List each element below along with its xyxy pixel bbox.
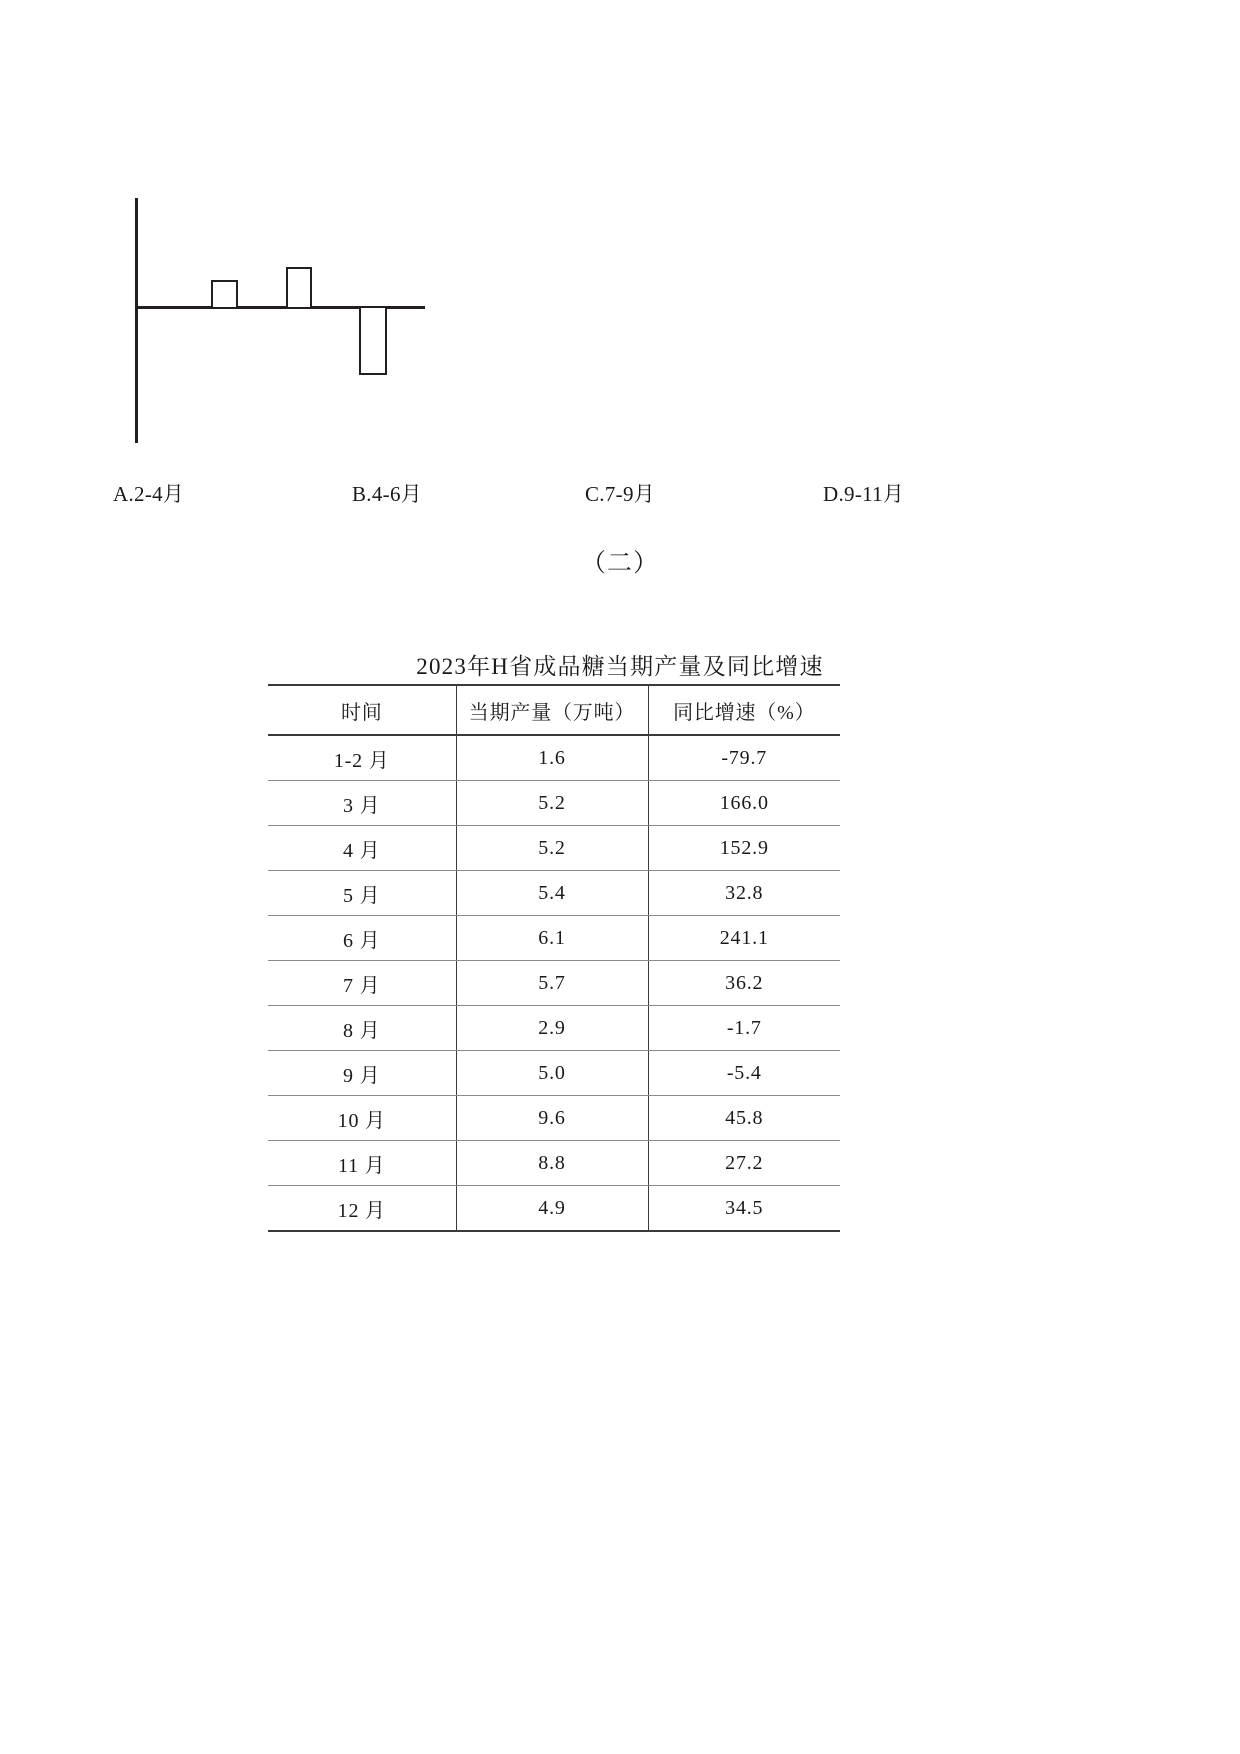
table-title: 2023年H省成品糖当期产量及同比增速	[416, 654, 824, 679]
cell-output: 9.6	[456, 1096, 648, 1141]
section-label: （二）	[580, 550, 659, 577]
cell-yoy: 241.1	[648, 916, 840, 961]
cell-yoy: -79.7	[648, 735, 840, 781]
cell-yoy: 152.9	[648, 826, 840, 871]
cell-yoy: 32.8	[648, 871, 840, 916]
cell-time: 6 月	[268, 916, 456, 961]
chart-plot-area	[135, 198, 425, 443]
cell-time: 10 月	[268, 1096, 456, 1141]
table-row	[268, 1051, 840, 1096]
cell-time: 5 月	[268, 871, 456, 916]
cell-yoy: 45.8	[648, 1096, 840, 1141]
cell-yoy: 34.5	[648, 1186, 840, 1232]
cell-output: 5.4	[456, 871, 648, 916]
cell-time: 8 月	[268, 1006, 456, 1051]
table-body	[268, 735, 840, 1231]
cell-output: 1.6	[456, 735, 648, 781]
table-row	[268, 871, 840, 916]
cell-output: 5.2	[456, 781, 648, 826]
answer-options	[0, 478, 1240, 518]
cell-time: 3 月	[268, 781, 456, 826]
table-row	[268, 735, 840, 781]
chart-bar	[359, 306, 387, 375]
cell-output: 6.1	[456, 916, 648, 961]
table-row	[268, 961, 840, 1006]
cell-output: 5.2	[456, 826, 648, 871]
table-row	[268, 826, 840, 871]
chart-bar	[211, 280, 238, 309]
cell-output: 2.9	[456, 1006, 648, 1051]
cell-time: 11 月	[268, 1141, 456, 1186]
cell-yoy: 27.2	[648, 1141, 840, 1186]
cell-output: 5.0	[456, 1051, 648, 1096]
chart-y-axis	[135, 198, 138, 443]
option-b[interactable]: B.4-6月	[352, 482, 423, 506]
cell-time: 4 月	[268, 826, 456, 871]
cell-time: 9 月	[268, 1051, 456, 1096]
cell-yoy: -1.7	[648, 1006, 840, 1051]
cell-time: 1-2 月	[268, 735, 456, 781]
cell-yoy: 166.0	[648, 781, 840, 826]
table-row	[268, 1141, 840, 1186]
chart-bar	[286, 267, 312, 309]
table-row	[268, 1186, 840, 1232]
production-table	[268, 684, 840, 1232]
cell-time: 12 月	[268, 1186, 456, 1232]
table-row	[268, 1096, 840, 1141]
column-header-yoy: 同比增速（%）	[648, 685, 840, 735]
cell-output: 4.9	[456, 1186, 648, 1232]
option-c[interactable]: C.7-9月	[585, 482, 656, 506]
cell-yoy: 36.2	[648, 961, 840, 1006]
option-a[interactable]: A.2-4月	[113, 482, 185, 506]
cell-output: 8.8	[456, 1141, 648, 1186]
column-header-time: 时间	[268, 685, 456, 735]
question-bar-chart	[0, 0, 1240, 470]
column-header-output: 当期产量（万吨）	[456, 685, 648, 735]
table-row	[268, 781, 840, 826]
table-header-row	[268, 685, 840, 735]
cell-output: 5.7	[456, 961, 648, 1006]
table-row	[268, 916, 840, 961]
cell-yoy: -5.4	[648, 1051, 840, 1096]
table-row	[268, 1006, 840, 1051]
option-d[interactable]: D.9-11月	[823, 482, 905, 506]
cell-time: 7 月	[268, 961, 456, 1006]
